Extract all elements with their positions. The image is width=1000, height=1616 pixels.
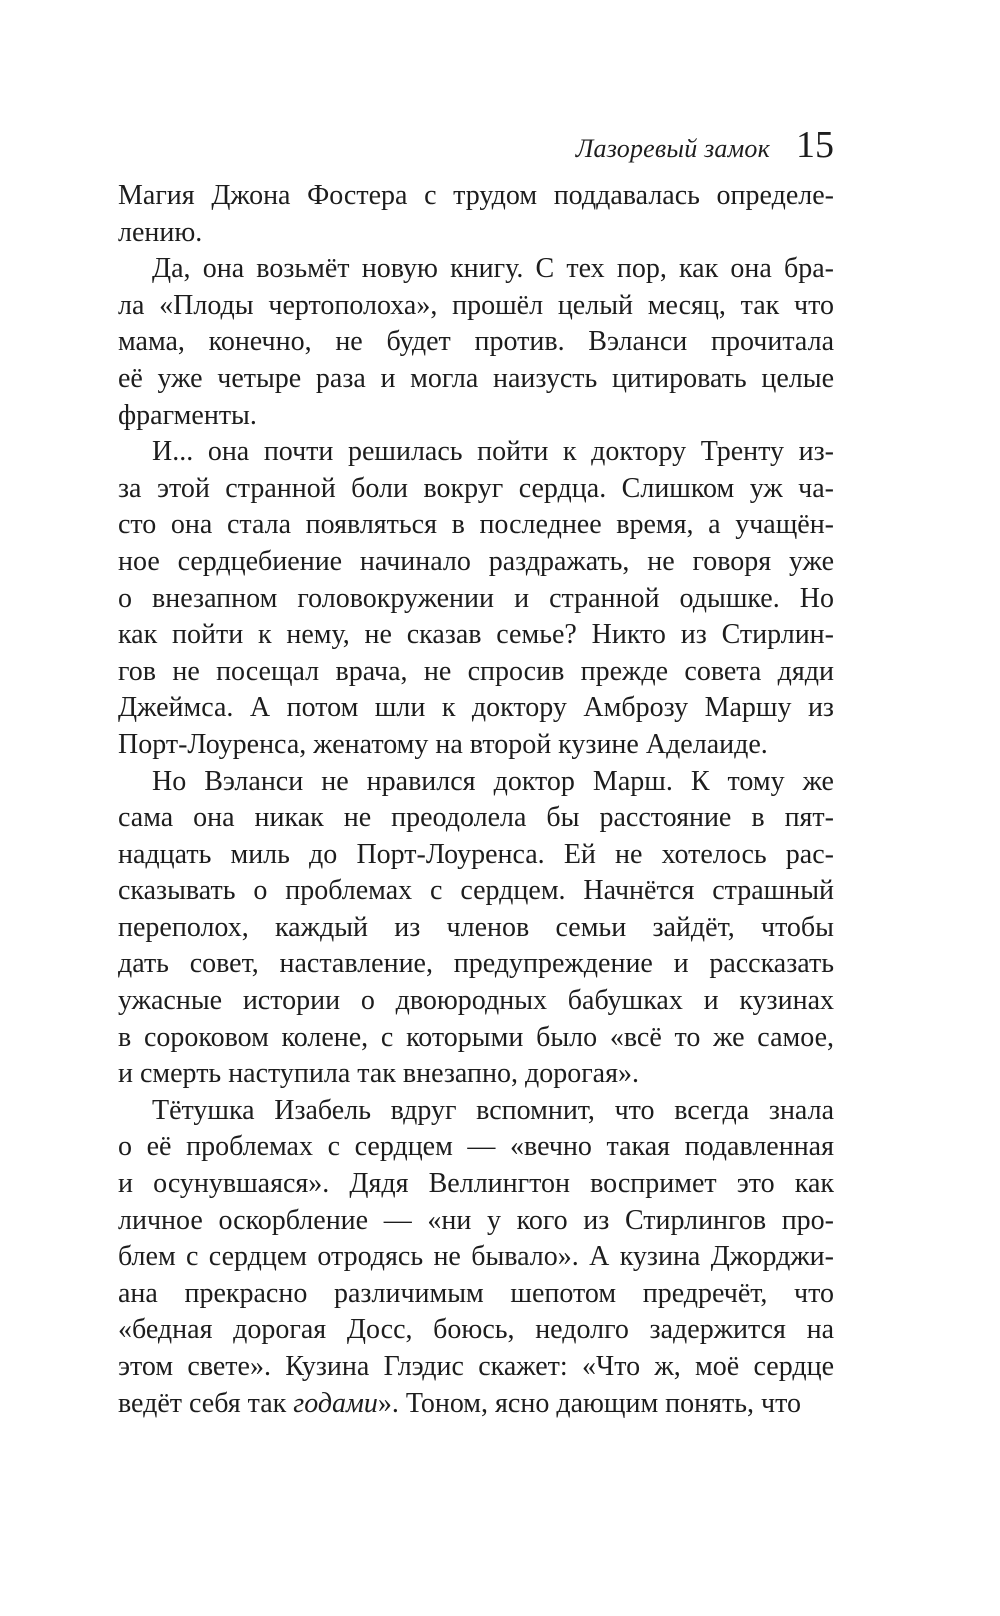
text-line — [118, 617, 834, 654]
text-segment: и осунувшаяся». Дядя Веллингтон воспримет это как — [118, 1168, 834, 1200]
text-segment: в сороковом колене, с которыми было «всё то же самое, — [118, 1021, 834, 1053]
text-segment: о внезапном головокружении и странной одышке. Но — [118, 582, 834, 614]
text-segment: гов не посещал врача, не спросив прежде совета дяди — [118, 655, 834, 687]
text-line — [118, 654, 834, 691]
text-segment: мама, конечно, не будет против. Вэланси прочитала — [118, 326, 834, 358]
paragraph — [118, 251, 834, 434]
text-line — [118, 1093, 834, 1130]
text-segment: сто она стала появляться в последнее время, а учащён- — [118, 509, 834, 541]
text-line — [118, 1349, 834, 1386]
text-segment: Порт-Лоуренса, женатому на второй кузине Аделаиде. — [118, 728, 768, 760]
text-segment: надцать миль до Порт-Лоуренса. Ей не хотелось рас- — [118, 838, 834, 870]
paragraph — [118, 764, 834, 1093]
text-line — [118, 434, 834, 471]
text-line — [118, 215, 834, 252]
text-line — [118, 507, 834, 544]
text-line — [118, 946, 834, 983]
text-segment: дать совет, наставление, предупреждение и рассказать — [118, 948, 834, 980]
text-line — [118, 1020, 834, 1057]
body-text — [118, 178, 834, 1422]
text-segment: личное оскорбление — «ни у кого из Стирлингов про- — [118, 1204, 834, 1236]
running-head — [118, 123, 834, 167]
text-line — [118, 361, 834, 398]
text-line — [118, 764, 834, 801]
text-line — [118, 727, 834, 764]
text-segment: переполох, каждый из членов семьи зайдёт, чтобы — [118, 911, 834, 943]
text-segment: Но Вэланси не нравился доктор Марш. К тому же — [152, 765, 834, 797]
text-segment: И... она почти решилась пойти к доктору Тренту из- — [152, 436, 834, 468]
text-line — [118, 983, 834, 1020]
text-segment: Джеймса. А потом шли к доктору Амброзу Маршу из — [118, 692, 834, 724]
text-line — [118, 288, 834, 325]
text-line — [118, 1203, 834, 1240]
paragraph — [118, 178, 834, 251]
text-segment: ведёт себя так — [118, 1387, 294, 1419]
running-title: Лазоревый замок — [575, 134, 770, 163]
text-segment: её уже четыре раза и могла наизусть цитировать целые — [118, 362, 834, 394]
text-segment: ное сердцебиение начинало раздражать, не говоря уже — [118, 545, 834, 577]
text-line — [118, 1056, 834, 1093]
text-segment: фрагменты. — [118, 399, 257, 431]
text-segment: ана прекрасно различимым шепотом предречёт, что — [118, 1277, 834, 1309]
text-segment: как пойти к нему, не сказав семье? Никто из Стирлин- — [118, 619, 834, 651]
text-line — [118, 800, 834, 837]
text-segment: о её проблемах с сердцем — «вечно такая подавленная — [118, 1131, 834, 1163]
page-number: 15 — [796, 124, 834, 166]
paragraph — [118, 1093, 834, 1422]
text-segment: сама она никак не преодолела бы расстояние в пят- — [118, 802, 834, 834]
text-segment: Магия Джона Фостера с трудом поддавалась определе- — [118, 180, 834, 211]
text-line — [118, 471, 834, 508]
text-segment: ла «Плоды чертополоха», прошёл целый месяц, так что — [118, 289, 834, 321]
text-line — [118, 1276, 834, 1313]
text-segment: ужасные истории о двоюродных бабушках и кузинах — [118, 985, 834, 1017]
text-line — [118, 1386, 834, 1423]
paragraph — [118, 434, 834, 763]
text-segment: ». Тоном, ясно дающим понять, что — [377, 1387, 801, 1419]
text-line — [118, 1312, 834, 1349]
text-segment: лению. — [118, 216, 203, 248]
text-segment: этом свете». Кузина Глэдис скажет: «Что ж, моё сердце — [118, 1351, 834, 1382]
text-line — [118, 910, 834, 947]
text-segment: «бедная дорогая Досс, боюсь, недолго задержится на — [118, 1314, 834, 1346]
text-line — [118, 873, 834, 910]
text-line — [118, 178, 834, 215]
text-line — [118, 690, 834, 727]
emphasis-text: годами — [293, 1387, 378, 1419]
text-line — [118, 324, 834, 361]
text-line — [118, 398, 834, 435]
text-line — [118, 544, 834, 581]
text-segment: Да, она возьмёт новую книгу. С тех пор, как она бра- — [152, 253, 834, 285]
text-line — [118, 251, 834, 288]
text-segment: за этой странной боли вокруг сердца. Слишком уж ча- — [118, 472, 834, 504]
text-line — [118, 837, 834, 874]
text-segment: и смерть наступила так внезапно, дорогая». — [118, 1058, 639, 1090]
text-segment: сказывать о проблемах с сердцем. Начнётся страшный — [118, 875, 834, 907]
text-line — [118, 1129, 834, 1166]
text-line — [118, 1239, 834, 1276]
text-line — [118, 581, 834, 618]
text-line — [118, 1166, 834, 1203]
text-segment: Тётушка Изабель вдруг вспомнит, что всегда знала — [152, 1094, 834, 1126]
text-segment: блем с сердцем отродясь не бывало». А кузина Джорджи- — [118, 1241, 834, 1273]
